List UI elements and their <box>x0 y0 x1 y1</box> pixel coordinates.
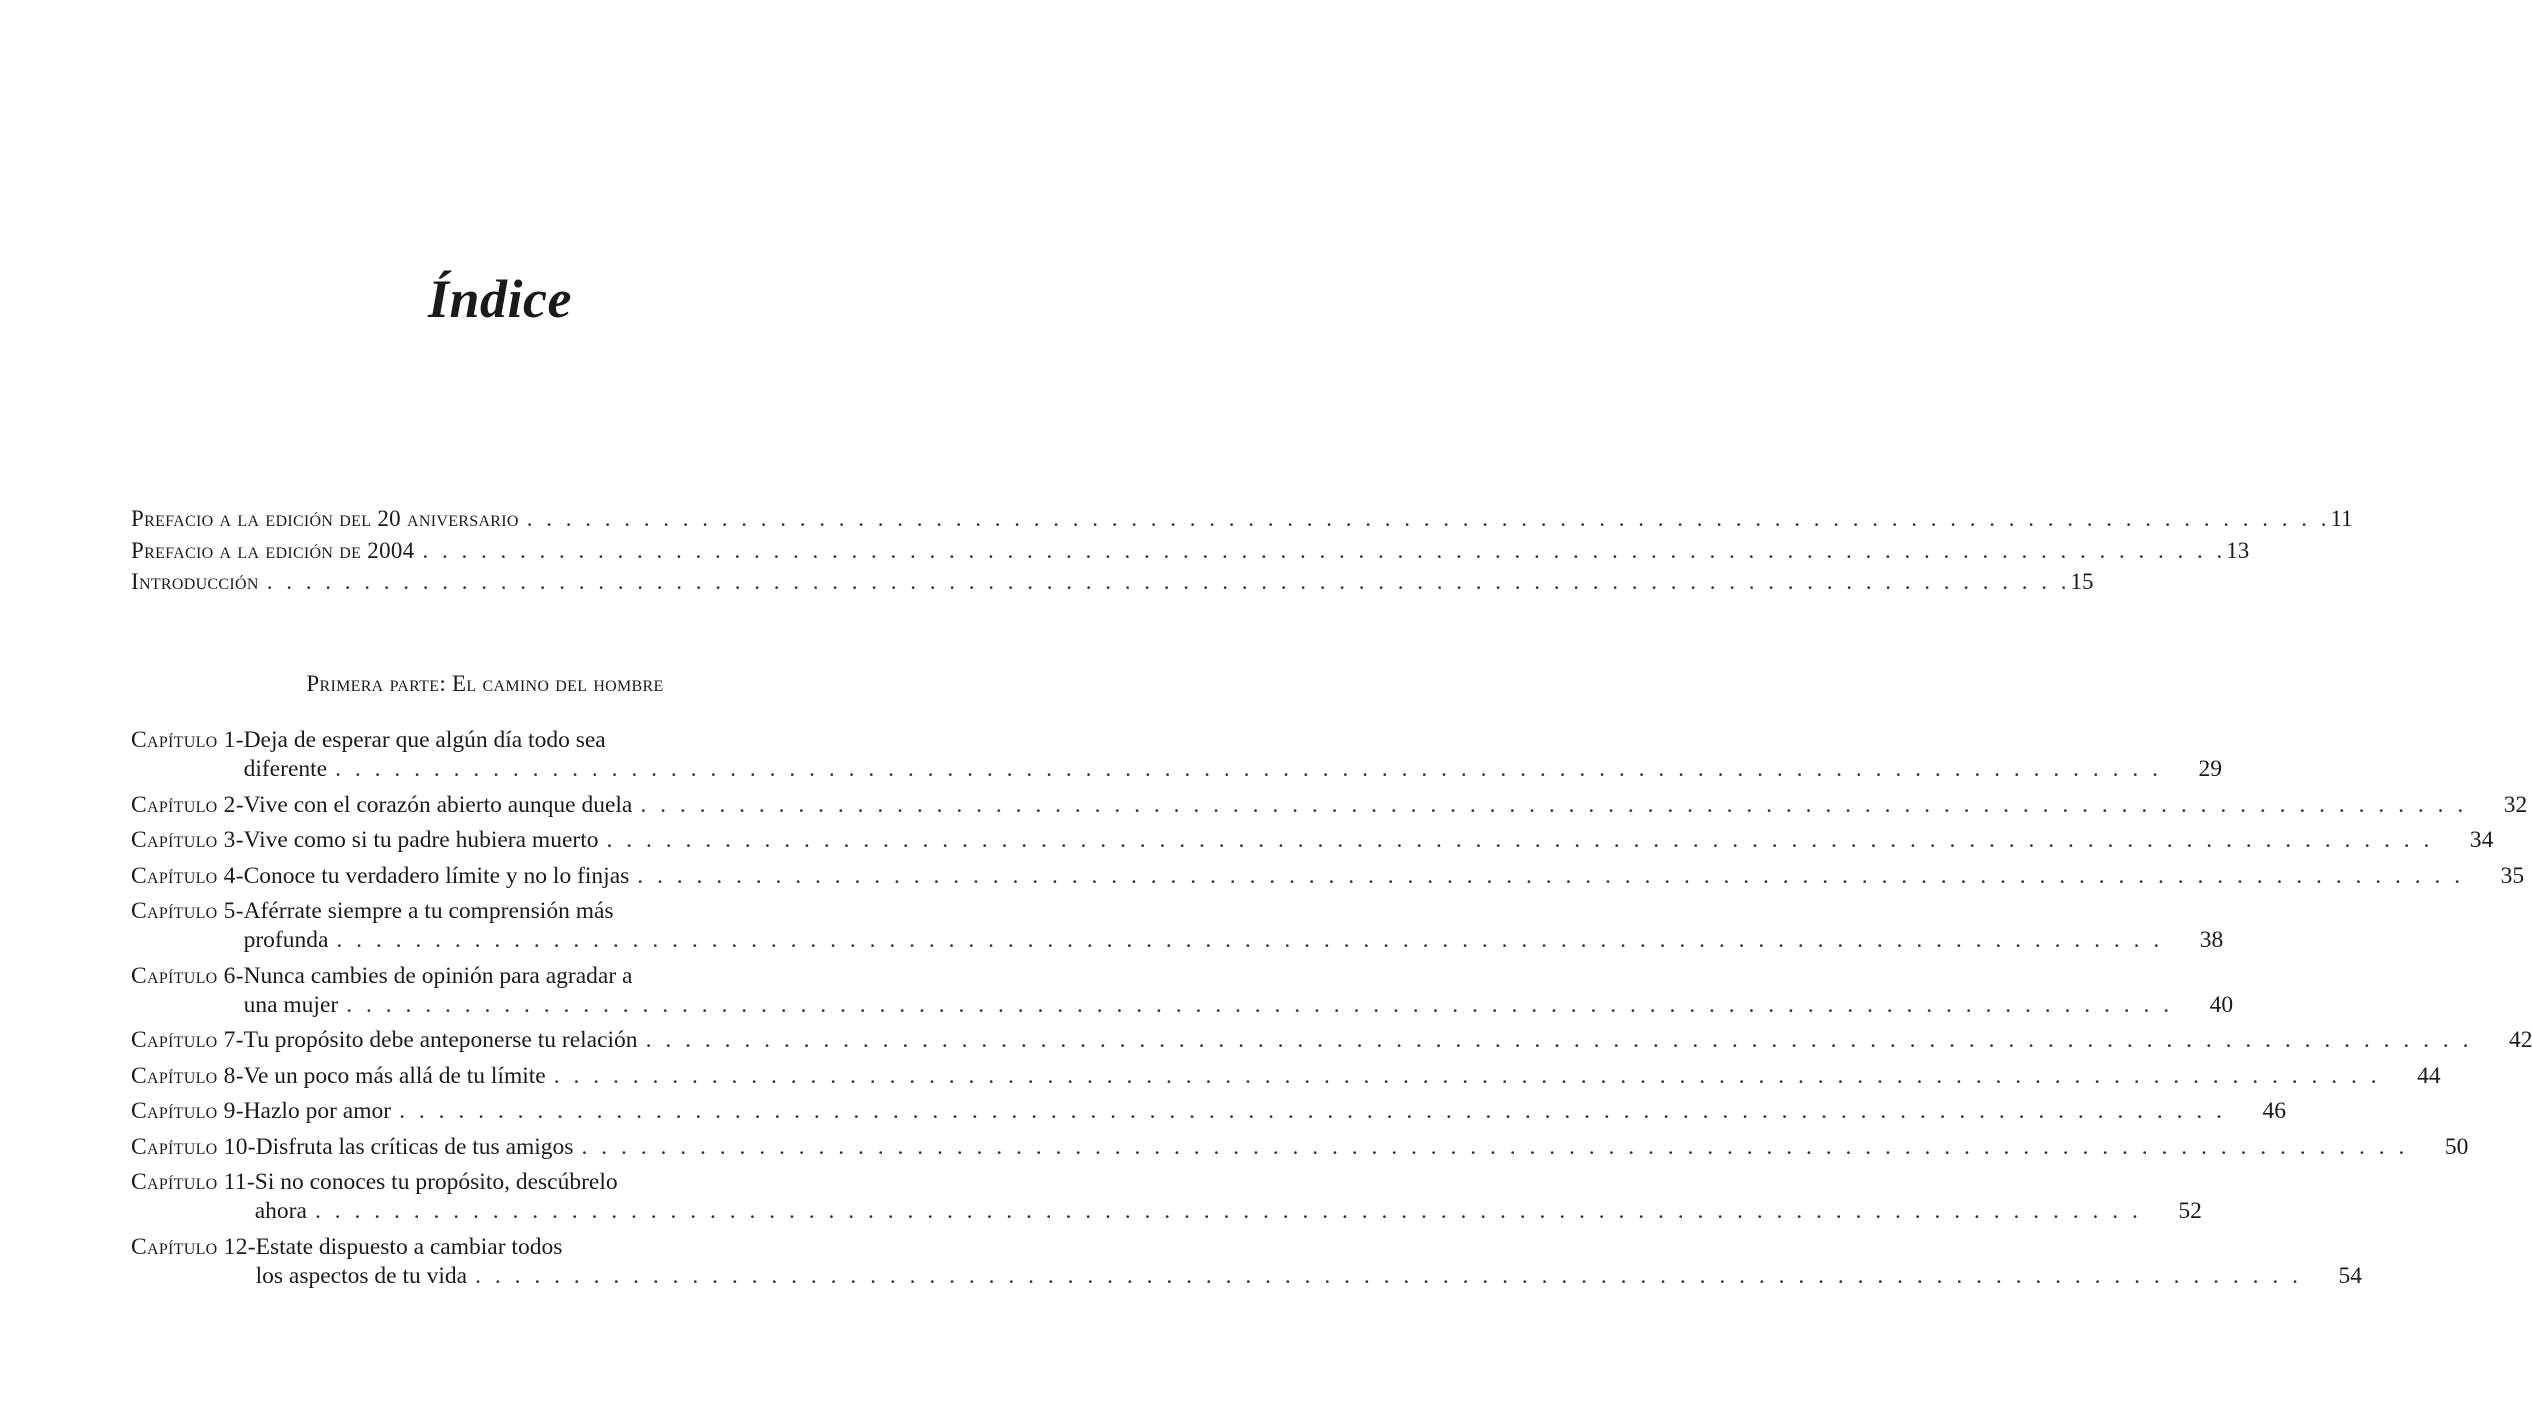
chapter-title-line: Disfruta las críticas de tus amigos <box>255 1133 574 1160</box>
toc-entry-title: Prefacio a la edición del 20 aniversario <box>131 506 519 531</box>
chapter-dash: - <box>235 1098 244 1124</box>
toc-page-number: 29 <box>2198 756 2222 782</box>
chapter-label: Capítulo 7 <box>131 1027 236 1053</box>
dot-leader <box>606 826 2433 855</box>
chapter-dash: - <box>235 727 244 753</box>
dot-leader <box>637 862 2464 891</box>
chapter-dash: - <box>235 1062 244 1089</box>
toc-entry-title: Prefacio a la edición de 2004 <box>131 537 415 563</box>
toc-chapter-3[interactable] <box>131 826 2494 855</box>
chapter-label: Capítulo 4 <box>131 862 236 889</box>
chapter-title-line: Vive como si tu padre hubiera muerto <box>243 827 599 853</box>
chapter-title-line: Ve un poco más allá de tu límite <box>243 1062 546 1089</box>
chapter-title-line: los aspectos de tu vida <box>255 1262 468 1289</box>
chapter-title-line: Vive con el corazón abierto aunque duela <box>243 791 633 818</box>
toc-chapter-5[interactable] <box>131 897 2224 955</box>
toc-page-number: 34 <box>2469 827 2494 853</box>
chapter-label: Capítulo 2 <box>131 791 236 818</box>
chapter-label: Capítulo 5 <box>131 898 236 924</box>
toc-page-number: 38 <box>2199 927 2224 953</box>
part-heading: Primera parte: El camino del hombre <box>306 671 664 696</box>
toc-page-number: 32 <box>2503 791 2528 818</box>
dot-leader <box>475 1262 2302 1291</box>
toc-chapter-11[interactable] <box>131 1168 2202 1226</box>
dot-leader <box>336 926 2163 955</box>
toc-entry-prefacio-20[interactable] <box>131 506 2353 538</box>
dot-leader <box>640 791 2467 820</box>
chapter-dash: - <box>235 962 244 989</box>
chapter-dash: - <box>235 791 244 818</box>
chapter-title-line: Estate dispuesto a cambiar todos <box>255 1233 563 1260</box>
chapter-dash: - <box>235 1027 244 1053</box>
toc-page-number: 15 <box>2070 569 2094 594</box>
chapter-title-line: Deja de esperar que algún día todo sea <box>243 727 606 753</box>
chapter-title-line: Hazlo por amor <box>243 1098 392 1124</box>
chapter-title-line: ahora <box>254 1198 307 1224</box>
dot-leader <box>346 991 2173 1020</box>
chapter-title-line: Nunca cambies de opinión para agradar a <box>243 962 633 989</box>
chapter-dash: - <box>235 827 244 853</box>
toc-chapter-6[interactable] <box>131 962 2234 1020</box>
toc-chapter-8[interactable] <box>131 1062 2441 1091</box>
chapter-title-line: diferente <box>243 756 328 782</box>
toc-chapter-1[interactable] <box>131 726 2222 784</box>
toc-chapter-12[interactable] <box>131 1233 2362 1291</box>
chapter-label: Capítulo 12 <box>131 1233 248 1260</box>
dot-leader <box>646 1026 2473 1055</box>
toc-page-number: 40 <box>2209 991 2234 1018</box>
chapter-dash: - <box>246 1169 255 1195</box>
chapter-title-line: una mujer <box>243 991 339 1018</box>
dot-leader <box>315 1197 2142 1226</box>
toc-chapter-10[interactable] <box>131 1133 2469 1162</box>
chapter-dash: - <box>247 1233 256 1260</box>
dot-leader <box>527 506 2331 532</box>
chapter-dash: - <box>235 898 244 924</box>
dot-leader <box>267 569 2071 595</box>
chapter-label: Capítulo 8 <box>131 1062 236 1089</box>
chapter-list <box>131 726 2532 1297</box>
toc-page-number: 44 <box>2417 1062 2441 1089</box>
chapter-title-line: Conoce tu verdadero límite y no lo finjas <box>243 862 630 889</box>
chapter-title-line: Tu propósito debe anteponerse tu relación <box>243 1027 638 1053</box>
dot-leader <box>581 1133 2408 1162</box>
chapter-title-line: Si no conoces tu propósito, descúbrelo <box>254 1169 618 1195</box>
toc-entry-introduccion[interactable] <box>131 569 2094 601</box>
chapter-label: Capítulo 6 <box>131 962 236 989</box>
dot-leader <box>422 538 2226 564</box>
toc-page-number: 54 <box>2338 1262 2362 1289</box>
page-title: Índice <box>428 269 572 330</box>
toc-page-number: 50 <box>2444 1133 2469 1160</box>
toc-page-number: 35 <box>2500 862 2525 889</box>
toc-page-number: 42 <box>2508 1027 2532 1053</box>
dot-leader <box>554 1062 2381 1091</box>
front-matter-list <box>131 506 2353 601</box>
chapter-label: Capítulo 11 <box>131 1169 247 1195</box>
chapter-title-line: Aférrate siempre a tu comprensión más <box>243 898 614 924</box>
toc-page-number: 11 <box>2330 506 2353 531</box>
toc-page-number: 52 <box>2178 1198 2202 1224</box>
chapter-label: Capítulo 9 <box>131 1098 236 1124</box>
toc-chapter-7[interactable] <box>131 1026 2532 1055</box>
chapter-label: Capítulo 3 <box>131 827 236 853</box>
toc-page-number: 46 <box>2262 1098 2286 1124</box>
toc-chapter-2[interactable] <box>131 791 2528 820</box>
chapter-dash: - <box>247 1133 256 1160</box>
chapter-label: Capítulo 1 <box>131 727 236 753</box>
toc-chapter-9[interactable] <box>131 1097 2286 1126</box>
dot-leader <box>399 1097 2226 1126</box>
chapter-title-line: profunda <box>243 927 329 953</box>
chapter-dash: - <box>235 862 244 889</box>
dot-leader <box>335 755 2162 784</box>
toc-entry-prefacio-2004[interactable] <box>131 537 2250 570</box>
toc-page-number: 13 <box>2226 537 2250 563</box>
toc-entry-title: Introducción <box>131 569 259 594</box>
toc-chapter-4[interactable] <box>131 862 2525 891</box>
chapter-label: Capítulo 10 <box>131 1133 248 1160</box>
